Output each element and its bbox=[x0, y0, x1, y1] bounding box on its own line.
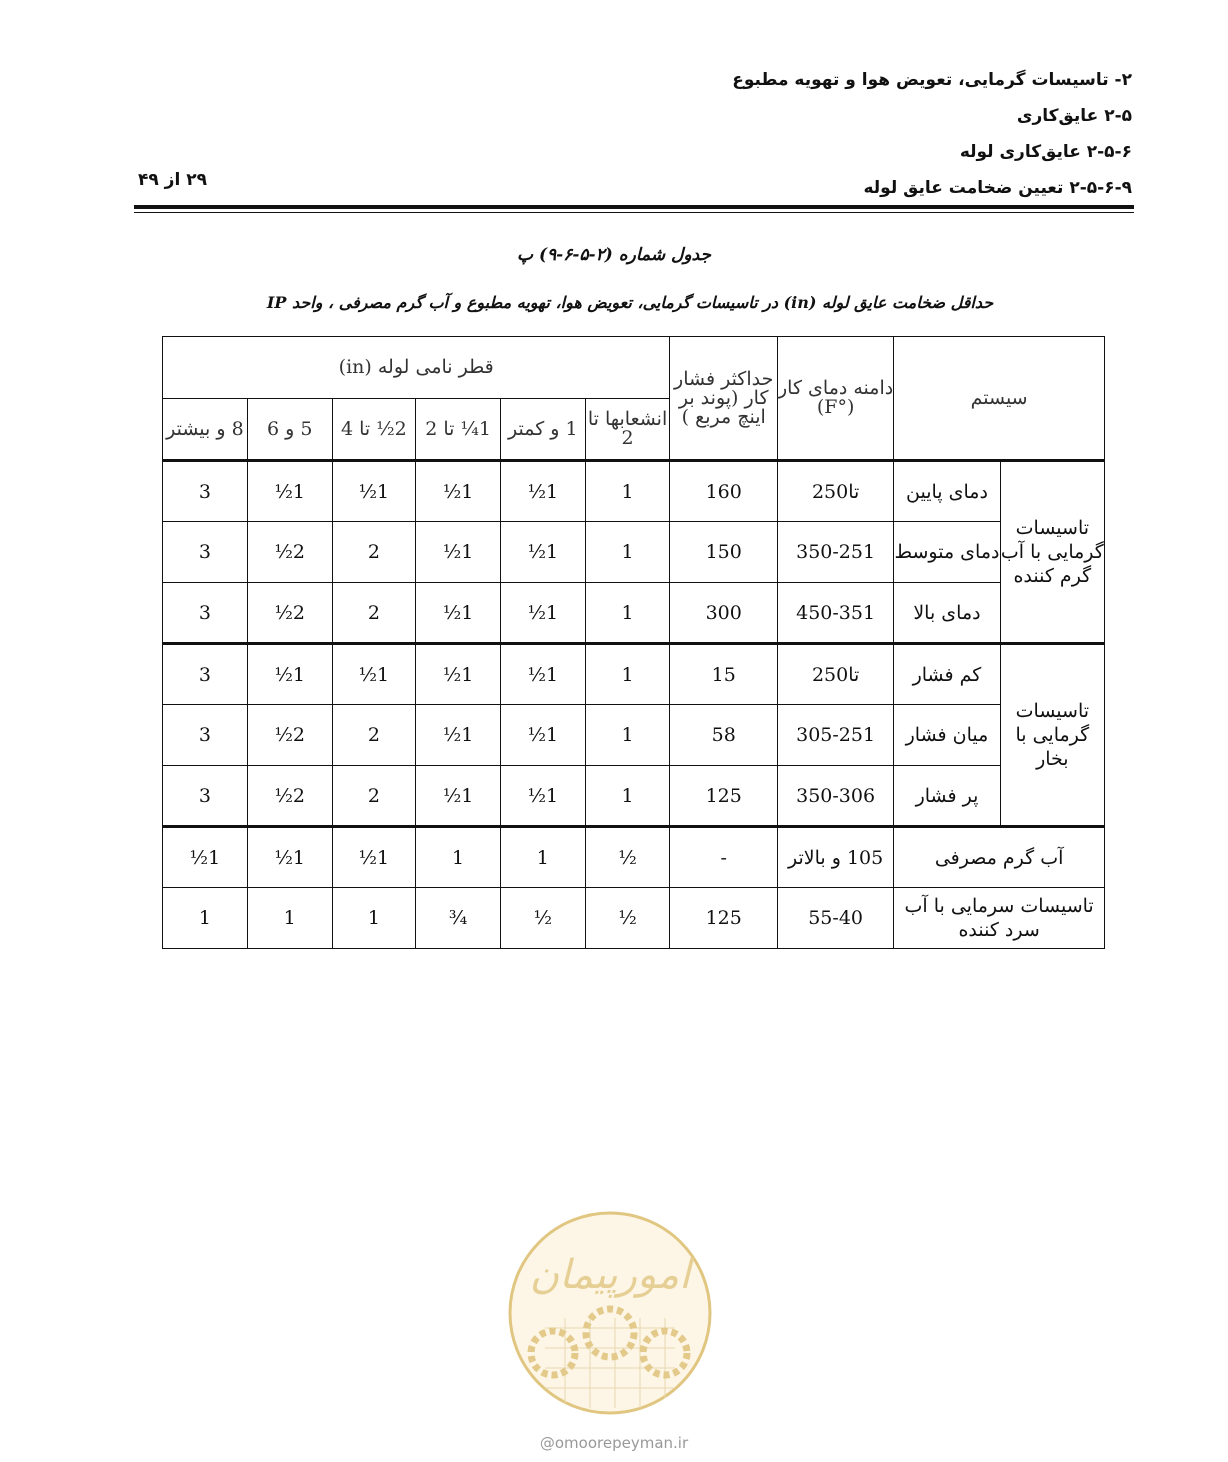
temp-cell: تا250 bbox=[777, 644, 893, 705]
table-row bbox=[163, 766, 1105, 827]
value-cell: 1 bbox=[585, 644, 670, 705]
pressure-cell: 160 bbox=[670, 461, 778, 522]
system-subtype: کم فشار bbox=[894, 644, 1000, 705]
pressure-cell: 125 bbox=[670, 766, 778, 827]
value-cell: 1 bbox=[585, 766, 670, 827]
value-cell: 3 bbox=[163, 766, 248, 827]
value-cell: 1 bbox=[585, 583, 670, 644]
value-cell: 1 bbox=[585, 705, 670, 766]
pressure-cell: 58 bbox=[670, 705, 778, 766]
value-cell: 3 bbox=[163, 461, 248, 522]
value-cell: 1 bbox=[585, 522, 670, 583]
value-cell: 1 bbox=[585, 461, 670, 522]
value-cell: 1½ bbox=[416, 705, 501, 766]
header-max-pressure: حداکثر فشار کار (پوند بر اینچ مربع ) bbox=[670, 337, 778, 461]
pressure-cell: - bbox=[670, 827, 778, 888]
table-subtitle: حداقل ضخامت عایق لوله (in) در تاسیسات گرمایی، تعویض هوا، تهویه مطبوع و آب گرم مصرفی ، واحد IP bbox=[266, 293, 994, 312]
value-cell: 2½ bbox=[247, 522, 332, 583]
header-size: 5 و 6 bbox=[247, 399, 332, 461]
header-size: 1¼ تا 2 bbox=[416, 399, 501, 461]
value-cell: 1½ bbox=[500, 766, 585, 827]
system-subtype: دمای پایین bbox=[894, 461, 1000, 522]
table-row bbox=[163, 644, 1105, 705]
temp-cell: 305-251 bbox=[777, 705, 893, 766]
value-cell: 1½ bbox=[416, 522, 501, 583]
temp-cell: تا250 bbox=[777, 461, 893, 522]
value-cell: 2½ bbox=[247, 766, 332, 827]
table-row bbox=[163, 827, 1105, 888]
header-size: 8 و بیشتر bbox=[163, 399, 248, 461]
system-subtype: دمای متوسط bbox=[894, 522, 1000, 583]
header-pipe-diameter: قطر نامی لوله (in) bbox=[163, 337, 670, 399]
value-cell: 1 bbox=[247, 888, 332, 949]
section-breadcrumb bbox=[732, 62, 1132, 206]
value-cell: 3 bbox=[163, 644, 248, 705]
table-row bbox=[163, 583, 1105, 644]
system-subtype: پر فشار bbox=[894, 766, 1000, 827]
page-number: ۲۹ از ۴۹ bbox=[138, 170, 207, 190]
value-cell: 1½ bbox=[247, 644, 332, 705]
value-cell: 1½ bbox=[332, 461, 416, 522]
header-size: 1 و کمتر bbox=[500, 399, 585, 461]
system-group-name: تاسیسات گرمایی با بخار bbox=[1000, 644, 1104, 827]
value-cell: 2½ bbox=[247, 583, 332, 644]
value-cell: 1½ bbox=[247, 827, 332, 888]
value-cell: 1½ bbox=[332, 827, 416, 888]
temp-cell: 350-251 bbox=[777, 522, 893, 583]
pressure-cell: 15 bbox=[670, 644, 778, 705]
temp-cell: 105 و بالاتر bbox=[777, 827, 893, 888]
value-cell: ½ bbox=[585, 888, 670, 949]
value-cell: 1½ bbox=[500, 583, 585, 644]
table-row bbox=[163, 888, 1105, 949]
value-cell: 1½ bbox=[416, 766, 501, 827]
breadcrumb-line-4: ۲-۵-۶-۹ تعیین ضخامت عایق لوله bbox=[863, 178, 1132, 198]
value-cell: 3 bbox=[163, 705, 248, 766]
value-cell: 1 bbox=[332, 888, 416, 949]
system-name: تاسیسات سرمایی با آب سرد کننده bbox=[894, 888, 1105, 949]
temp-cell: 350-306 bbox=[777, 766, 893, 827]
table-row bbox=[163, 461, 1105, 522]
header-divider bbox=[134, 205, 1134, 209]
value-cell: 2 bbox=[332, 583, 416, 644]
value-cell: 1½ bbox=[416, 644, 501, 705]
value-cell: 1½ bbox=[247, 461, 332, 522]
value-cell: ½ bbox=[500, 888, 585, 949]
temp-cell: 55-40 bbox=[777, 888, 893, 949]
value-cell: 1½ bbox=[416, 461, 501, 522]
header-size: انشعابها تا 2 bbox=[585, 399, 670, 461]
value-cell: 1 bbox=[416, 827, 501, 888]
header-size: 2½ تا 4 bbox=[332, 399, 416, 461]
breadcrumb-line-2: ۲-۵ عایق‌کاری bbox=[1016, 106, 1132, 126]
table-row bbox=[163, 522, 1105, 583]
system-name: آب گرم مصرفی bbox=[894, 827, 1105, 888]
header-divider-thin bbox=[134, 212, 1134, 213]
value-cell: 1½ bbox=[500, 644, 585, 705]
temp-cell: 450-351 bbox=[777, 583, 893, 644]
pressure-cell: 125 bbox=[670, 888, 778, 949]
value-cell: 1½ bbox=[500, 705, 585, 766]
insulation-thickness-table bbox=[162, 336, 1105, 949]
pressure-cell: 150 bbox=[670, 522, 778, 583]
value-cell: 3 bbox=[163, 522, 248, 583]
breadcrumb-line-1: ۲- تاسیسات گرمایی، تعویض هوا و تهویه مطبوع bbox=[732, 70, 1132, 90]
system-subtype: میان فشار bbox=[894, 705, 1000, 766]
value-cell: 1 bbox=[163, 888, 248, 949]
value-cell: 1½ bbox=[163, 827, 248, 888]
value-cell: 2 bbox=[332, 766, 416, 827]
header-temp-range: دامنه دمای کار (°F) bbox=[777, 337, 893, 461]
value-cell: 2 bbox=[332, 522, 416, 583]
watermark-logo-text: امورپیمان bbox=[529, 1252, 691, 1298]
value-cell: 1 bbox=[500, 827, 585, 888]
table-title: جدول شماره (۲-۵-۶-۹) پ bbox=[517, 245, 711, 265]
watermark-url: @omoorepeyman.ir bbox=[539, 1434, 689, 1452]
pressure-cell: 300 bbox=[670, 583, 778, 644]
value-cell: 1½ bbox=[500, 522, 585, 583]
watermark-logo bbox=[505, 1208, 715, 1418]
value-cell: 2½ bbox=[247, 705, 332, 766]
value-cell: ½ bbox=[585, 827, 670, 888]
value-cell: ¾ bbox=[416, 888, 501, 949]
header-system: سیستم bbox=[894, 337, 1105, 461]
system-subtype: دمای بالا bbox=[894, 583, 1000, 644]
value-cell: 1½ bbox=[500, 461, 585, 522]
table-header-row bbox=[163, 337, 1105, 399]
value-cell: 1½ bbox=[416, 583, 501, 644]
value-cell: 2 bbox=[332, 705, 416, 766]
breadcrumb-line-3: ۲-۵-۶ عایق‌کاری لوله bbox=[959, 142, 1132, 162]
system-group-name: تاسیسات گرمایی با آب گرم کننده bbox=[1000, 461, 1104, 644]
value-cell: 3 bbox=[163, 583, 248, 644]
table-row bbox=[163, 705, 1105, 766]
value-cell: 1½ bbox=[332, 644, 416, 705]
